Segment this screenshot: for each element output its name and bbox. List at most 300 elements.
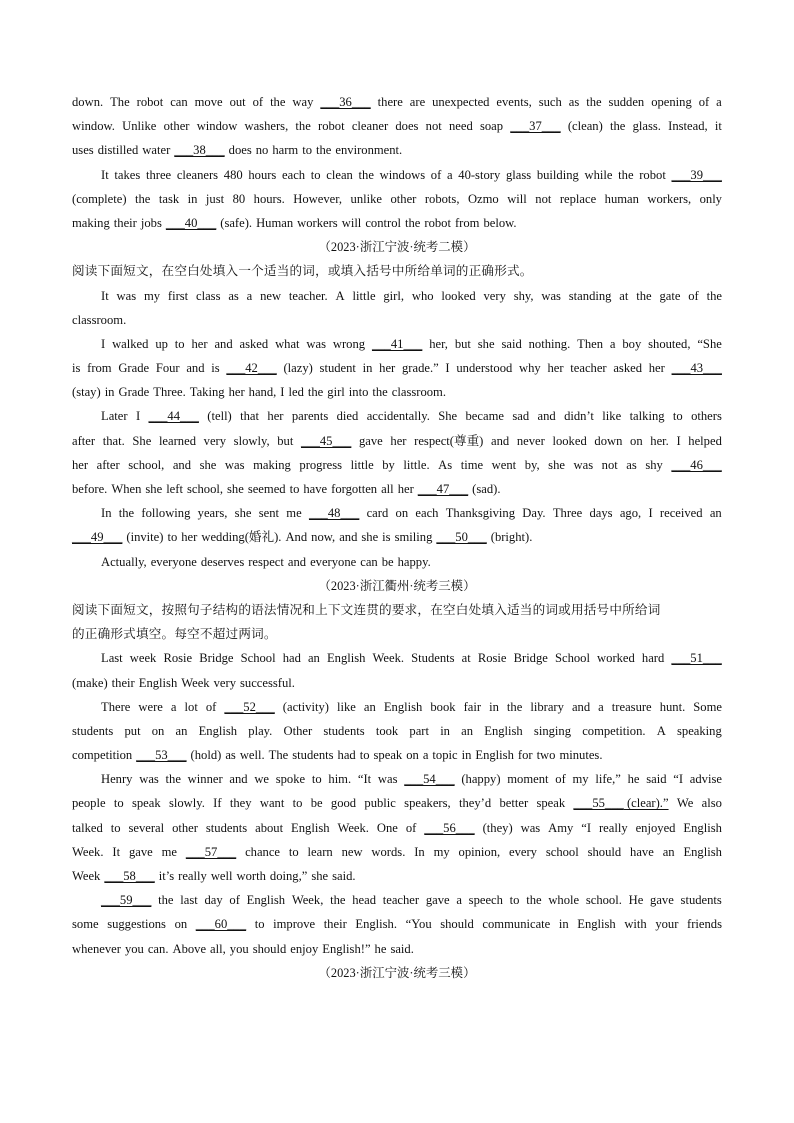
answer-blank: ___47___: [417, 482, 469, 496]
word: in: [362, 361, 373, 376]
word: to: [311, 772, 322, 787]
word: down: [594, 433, 623, 448]
word: robot: [136, 95, 164, 109]
passage-line: [72, 187, 722, 211]
word: A: [656, 723, 666, 738]
word: Bridge: [513, 651, 548, 666]
word: him.: [328, 772, 352, 787]
word: wrong: [332, 336, 366, 351]
word: to: [509, 893, 520, 908]
word: to: [174, 336, 185, 351]
word: she: [477, 336, 495, 351]
word: Week.: [337, 820, 369, 835]
word: her: [267, 409, 284, 424]
word: The: [110, 95, 130, 109]
word: English.: [355, 917, 398, 932]
word: (hold): [190, 748, 222, 763]
word: competition: [72, 748, 133, 763]
word: slowly,: [233, 433, 270, 448]
word: the: [609, 119, 626, 134]
word: whenever: [72, 941, 121, 956]
word: she: [361, 530, 379, 545]
word: sent: [258, 506, 280, 521]
word: (invite): [126, 530, 164, 545]
word: her: [181, 530, 198, 545]
word: school,: [128, 457, 165, 472]
passage-1: [72, 90, 722, 235]
word: to: [113, 796, 124, 811]
word: be: [381, 554, 394, 569]
passage-line: [72, 163, 722, 187]
word: and: [537, 409, 556, 424]
word: me: [286, 506, 302, 521]
word: hunt.: [659, 699, 686, 714]
word: that.: [102, 433, 125, 448]
word: 480: [223, 167, 243, 182]
word: gave: [128, 844, 153, 859]
word: it’s: [158, 869, 175, 883]
word: “I: [673, 772, 684, 787]
word: better: [499, 796, 529, 811]
passage-line: [72, 816, 722, 840]
word: ago,: [619, 506, 642, 521]
word: to: [672, 409, 683, 424]
word: robot: [318, 119, 345, 134]
word: also: [701, 796, 722, 811]
passage-line: [72, 308, 722, 332]
word: little.: [403, 457, 430, 472]
word: left: [166, 482, 183, 496]
word: after: [72, 433, 96, 448]
word: had: [282, 651, 301, 666]
word: down.: [72, 95, 104, 109]
word: competition.: [582, 723, 646, 738]
word: she: [548, 457, 565, 472]
word: English: [383, 699, 423, 714]
word: does: [228, 143, 252, 158]
passage-line: [72, 550, 722, 574]
word: I: [648, 506, 653, 521]
word: of: [252, 95, 264, 109]
passage-line: [72, 767, 722, 791]
passage-line: [72, 114, 722, 138]
answer-blank: ___58___: [104, 869, 155, 883]
word: now,: [311, 530, 336, 545]
word: the: [358, 167, 374, 182]
passage-line: [72, 477, 722, 501]
word: of: [405, 820, 417, 835]
word: learned: [158, 433, 196, 448]
word: new: [260, 288, 282, 303]
word: suggestions: [107, 917, 166, 932]
word: way: [292, 95, 314, 109]
word: some: [72, 917, 99, 932]
word: as: [225, 748, 236, 763]
word: Unlike: [122, 119, 157, 134]
word: day: [204, 893, 223, 908]
word: 80: [232, 191, 246, 206]
word: Three: [552, 506, 583, 521]
word: classroom.: [72, 312, 127, 327]
word: was: [139, 772, 159, 787]
word: is: [211, 361, 220, 376]
word: you: [229, 941, 249, 956]
word: (tell): [207, 409, 232, 424]
word: their: [323, 917, 347, 932]
word: unlike: [350, 191, 383, 206]
word: public: [364, 796, 396, 811]
word: (make): [72, 675, 108, 690]
word: speakers,: [404, 796, 451, 811]
word: the: [506, 699, 523, 714]
word: really: [598, 820, 628, 835]
word: while: [584, 167, 613, 182]
answer-blank: ___57___: [185, 844, 237, 859]
word: Thanksgiving: [445, 506, 515, 521]
word: an: [363, 699, 376, 714]
word: well: [210, 869, 233, 883]
passage-line: [72, 404, 722, 428]
word: human: [604, 191, 639, 206]
word: washers,: [244, 119, 289, 134]
word: It: [101, 167, 109, 182]
word: with: [624, 917, 647, 932]
word: to: [254, 917, 265, 932]
word: Week: [181, 675, 210, 690]
word: slowly.: [168, 796, 205, 811]
word: received: [659, 506, 703, 521]
word: people: [72, 796, 106, 811]
word: head: [352, 893, 376, 908]
word: there: [377, 95, 403, 109]
worksheet-page: [72, 90, 722, 985]
word: glass.: [632, 119, 661, 134]
word: learn: [307, 844, 333, 859]
passage-3: [72, 646, 722, 960]
answer-blank: ___44___: [148, 409, 199, 424]
word: words.: [371, 844, 406, 859]
word: English: [683, 844, 722, 859]
word: friends: [687, 917, 722, 932]
word: (they): [482, 820, 513, 835]
word: (safe).: [220, 215, 253, 230]
word: my: [433, 844, 450, 859]
passage-line: [72, 453, 722, 477]
word: If: [213, 796, 222, 811]
passage-line: [72, 888, 722, 912]
word: the: [586, 95, 602, 109]
word: In: [101, 506, 112, 521]
passage-2: [72, 284, 722, 574]
word: good: [330, 796, 357, 811]
word: unexpected: [432, 95, 490, 109]
word: two: [536, 748, 556, 763]
word: shy,: [513, 288, 534, 303]
word: soap: [479, 119, 504, 134]
word: her,: [429, 336, 448, 351]
word: asked: [239, 336, 269, 351]
word: want: [259, 796, 285, 811]
word: hand,: [248, 385, 277, 400]
word: uses: [72, 143, 94, 158]
word: he: [374, 941, 387, 956]
word: to: [289, 482, 300, 496]
word: said.: [390, 941, 414, 956]
word: the: [295, 119, 311, 134]
word: helped: [688, 433, 722, 448]
word: respect: [248, 554, 284, 569]
word: and: [229, 772, 248, 787]
word: but: [454, 336, 471, 351]
word: the: [526, 893, 542, 908]
word: they’d: [458, 796, 492, 811]
word: advise: [689, 772, 722, 787]
word: said: [501, 336, 522, 351]
word: and: [287, 554, 307, 569]
word: book: [430, 699, 456, 714]
word: your: [655, 917, 679, 932]
word: her: [72, 457, 89, 472]
word: events,: [496, 95, 532, 109]
word: environment.: [335, 143, 403, 158]
word: (clean): [567, 119, 603, 134]
word: each: [282, 167, 306, 182]
word: asked: [613, 361, 643, 376]
word: the: [316, 143, 332, 158]
answer-blank: ___55___ (clear).”: [573, 796, 669, 811]
word: said: [646, 772, 667, 787]
word: in: [489, 699, 499, 714]
word: other: [172, 820, 198, 835]
word: (activity): [282, 699, 329, 714]
passage-line: [72, 912, 722, 936]
word: treasure: [611, 699, 652, 714]
word: it: [714, 119, 722, 134]
word: It: [112, 844, 121, 859]
word: her.: [650, 433, 669, 448]
passage-line: [72, 356, 722, 380]
answer-blank: ___36___: [320, 95, 371, 109]
answer-blank: ___37___: [510, 119, 561, 134]
word: improve: [273, 917, 316, 932]
answer-blank: ___41___: [371, 336, 423, 351]
word: enjoy: [290, 941, 319, 956]
word: a: [598, 699, 604, 714]
word: lot: [184, 699, 198, 714]
word: looked: [441, 288, 476, 303]
word: part: [409, 723, 429, 738]
word: school: [545, 844, 579, 859]
word: boy: [622, 336, 642, 351]
word: she: [227, 482, 244, 496]
word: making: [253, 457, 291, 472]
passage-line: [72, 525, 722, 549]
word: spoke: [275, 772, 306, 787]
word: School: [240, 651, 276, 666]
source-citation: （2023·浙江宁波·统考三模）: [318, 965, 476, 980]
word: I: [280, 385, 285, 400]
word: sad: [512, 409, 530, 424]
word: like: [337, 699, 356, 714]
answer-blank: ___40___: [165, 215, 217, 230]
source-citation: （2023·浙江宁波·统考二模）: [318, 240, 476, 255]
word: on: [406, 748, 419, 763]
word: minutes.: [559, 748, 603, 763]
word: little: [352, 288, 376, 303]
word: girl,: [383, 288, 405, 303]
word: girl: [327, 385, 345, 400]
word: was: [224, 457, 245, 472]
word: put: [124, 723, 141, 738]
word: building: [536, 167, 579, 182]
answer-blank: ___51___: [671, 651, 722, 666]
word: I: [445, 361, 450, 376]
word: several: [128, 820, 165, 835]
word: can.: [147, 941, 169, 956]
word: replace: [559, 191, 597, 206]
word: card: [366, 506, 389, 521]
word: Other: [283, 723, 313, 738]
word: A: [335, 288, 345, 303]
word: workers,: [647, 191, 692, 206]
word: students: [292, 748, 334, 763]
word: jobs: [140, 215, 162, 230]
word: on: [630, 433, 643, 448]
word: Above: [172, 941, 207, 956]
passage-line: [72, 429, 722, 453]
word: singing: [533, 723, 572, 738]
word: English: [198, 723, 238, 738]
word: Week: [72, 869, 101, 883]
word: a: [716, 95, 722, 109]
word: students: [72, 723, 114, 738]
passage-line: [72, 332, 722, 356]
source-citation: （2023·浙江衢州·统考三模）: [318, 578, 476, 593]
word: an: [307, 651, 320, 666]
word: you: [124, 941, 144, 956]
passage-line: [72, 840, 722, 864]
word: nothing.: [528, 336, 571, 351]
word: And: [285, 530, 308, 545]
word: There: [101, 699, 131, 714]
word: was: [541, 288, 561, 303]
word: died: [336, 409, 359, 424]
word: opinion,: [458, 844, 501, 859]
word: to: [292, 796, 303, 811]
word: (stay): [72, 385, 101, 400]
word: Instead,: [668, 119, 708, 134]
word: everyone: [150, 554, 197, 569]
word: about: [255, 820, 284, 835]
word: teacher.: [288, 288, 328, 303]
word: seemed: [247, 482, 286, 496]
word: School: [554, 651, 590, 666]
word: very: [483, 288, 506, 303]
word: all: [381, 482, 394, 496]
word: an: [461, 723, 474, 738]
word: teacher: [382, 893, 420, 908]
word: will: [507, 191, 527, 206]
word: robots,: [424, 191, 460, 206]
word: on: [395, 506, 409, 521]
word: (happy): [461, 772, 501, 787]
word: her: [390, 433, 407, 448]
word: task: [158, 191, 180, 206]
word: Week.: [372, 651, 405, 666]
word: that: [240, 409, 260, 424]
word: library: [530, 699, 564, 714]
word: well.: [239, 748, 265, 763]
word: workers: [297, 215, 338, 230]
word: control: [365, 215, 401, 230]
word: Day.: [522, 506, 546, 521]
word: gate: [659, 288, 681, 303]
word: the: [118, 506, 135, 521]
word: a: [246, 288, 253, 303]
word: her: [228, 385, 245, 400]
word: deserves: [200, 554, 245, 569]
word: no: [255, 143, 269, 158]
word: (sad).: [472, 482, 501, 496]
word: cleaner: [351, 119, 389, 134]
word: an: [662, 844, 675, 859]
word: Amy: [548, 820, 574, 835]
word: Students: [411, 651, 455, 666]
word: “I: [581, 820, 592, 835]
word: very: [203, 433, 227, 448]
word: very: [213, 675, 236, 690]
word: communicate: [482, 917, 551, 932]
word: topic: [432, 748, 458, 763]
word: he: [627, 772, 640, 787]
word: sudden: [608, 95, 645, 109]
word: “She: [697, 336, 722, 351]
word: last: [180, 893, 198, 908]
word: I: [676, 433, 681, 448]
word: in: [187, 191, 198, 206]
answer-blank: ___48___: [308, 506, 360, 521]
word: English: [246, 893, 286, 908]
word: my: [143, 288, 161, 303]
word: worth: [236, 869, 266, 883]
word: her: [397, 482, 414, 496]
word: forgotten: [331, 482, 378, 496]
word: standing: [568, 288, 612, 303]
passage-line: [72, 743, 722, 767]
word: One: [376, 820, 398, 835]
word: Last: [101, 651, 123, 666]
word: to: [359, 748, 370, 763]
word: glass: [505, 167, 532, 182]
word: in: [104, 385, 115, 400]
word: the: [270, 95, 286, 109]
word: winner: [187, 772, 223, 787]
word: shouted,: [648, 336, 691, 351]
word: other: [163, 119, 190, 134]
word: the: [135, 191, 151, 206]
word: into: [348, 385, 369, 400]
word: to: [302, 143, 313, 158]
word: (bright).: [490, 530, 533, 545]
word: were: [138, 699, 163, 714]
word: English: [484, 723, 523, 738]
word: such: [538, 95, 562, 109]
word: should: [587, 844, 622, 859]
word: not: [535, 191, 552, 206]
word: hours: [248, 167, 277, 182]
word: at: [461, 651, 471, 666]
word: and: [214, 336, 233, 351]
